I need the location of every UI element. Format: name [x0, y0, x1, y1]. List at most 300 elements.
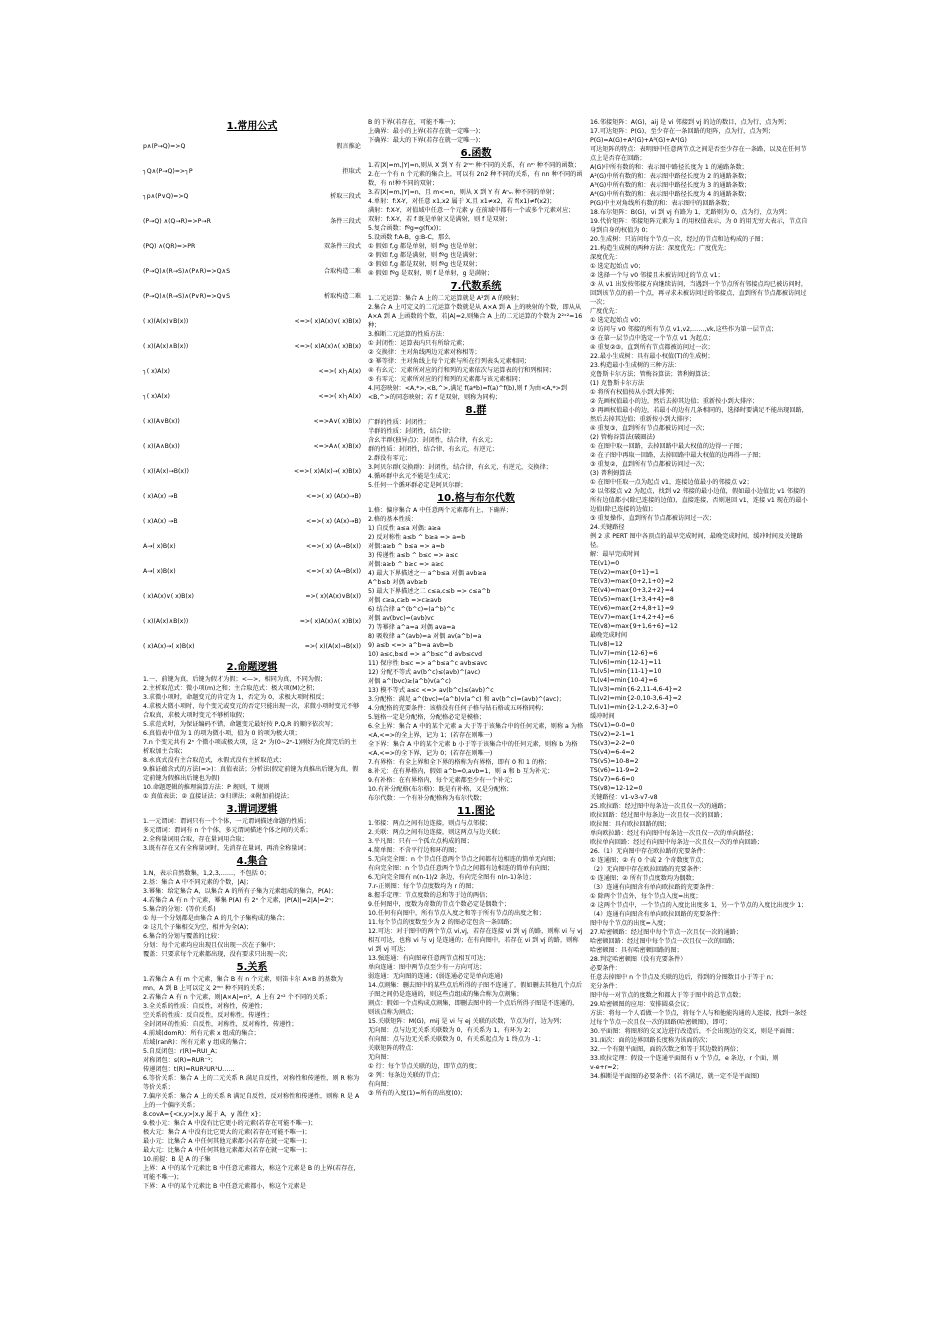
text-line: 2.基：集合 A 中不同元素的个数，|A|； — [143, 879, 253, 886]
text-line: 4.同态映射：<A,*>,<B,^>,满足 f(a*b)=f(a)^f(b),则 f 为由<A,*>到<B,^>的同态映射；若 f 是双射，则称为同构； — [368, 385, 567, 401]
text-line: TL(v2)=min{2-0,10-3,6-4}=2 — [590, 695, 682, 702]
text-line: TE(v6)=max{2+4,8+1}=9 — [590, 605, 674, 612]
text-line: ① 每一个分划都是由集合 A 的几个子集构成的集合； — [143, 915, 289, 922]
text-line: 4.简单图：不含平行边和环的图； — [368, 847, 461, 854]
text-line: 11.每个节点的度数至少为 2 的图必定包含一条回路； — [368, 919, 516, 926]
text-line: 无向图： — [368, 1054, 393, 1061]
text-line: 方法：将每一个人看做一个节点，将每个人与和他能沟通的人连接，找到一条经过每个节点一次且仅一次的回路(哈密顿图)，即可； — [590, 1010, 807, 1026]
text-line: 4.循环群中幺元不能是生成元； — [368, 473, 455, 480]
formula-left: A→( x)B(x) — [143, 543, 176, 550]
text-line: 24.关键路径 — [590, 524, 625, 531]
formula-row — [143, 584, 361, 609]
text-line: TS(v1)=0-0=0 — [590, 722, 635, 729]
text-line: 3.推断二元运算的性质方法： — [368, 331, 449, 338]
formula-right: <=>( x)A(x)→( x)B(x) — [293, 468, 361, 475]
formula-left: ( x)A(x)→( x)B(x) — [143, 643, 195, 650]
text-line: ② 选择一个与 v0 邻接且未被访问过的节点 v1； — [590, 272, 724, 279]
formula-left: ( x)(A(x)∧B(x)) — [143, 618, 189, 625]
formula-right: <=>( x) (A→B(x)) — [306, 543, 361, 550]
text-line: ② 以邻接点 v2 为起点，找到 v2 邻接的最小边值，假如最小边值比 v1 邻接的所有边值都小(除已连接的边值)，直接连接，否则退回 v1，连接 v1 现在的最小边值(除已连接的边值)； — [590, 488, 808, 513]
text-line: 1.若|X|=m,|Y|=n,则从 X 到 Y 有 2ᵐⁿ 种不同的关系，有 nᵐ 种不同的函数； — [368, 162, 581, 169]
text-line: 3.分配格：满足 a^(bvc)=(a^b)v(a^c) 和 av(b^c)=(avb)^(avc)； — [368, 696, 565, 703]
text-line: 5.任何一个循环群必定是阿贝尔群； — [368, 482, 467, 489]
formula-left: ( x)(A(x)∨B(x)) — [143, 318, 189, 325]
text-line: 5) 最大下界描述之二 c≤a,c≤b => c≤a^b — [368, 588, 491, 595]
text-line: ① 选定起始点 v0； — [590, 263, 645, 270]
text-line: 3.阿贝尔群(交换群)：封闭性，结合律，有幺元，有逆元，交换律； — [368, 464, 552, 471]
text-line: 多元谓词：谓词有 n 个个体，多元谓词描述个体之间的关系； — [143, 827, 312, 834]
text-line: 最晚完成时间 — [590, 632, 628, 639]
text-line: 13.强连通：有向图章任意两节点相互可达； — [368, 955, 490, 962]
formula-row — [143, 384, 361, 409]
text-line: A^b≤b 对偶 avb≥b — [368, 579, 428, 586]
section-title: 5.关系 — [236, 962, 268, 973]
formula-left: ( x)(A(x)→B(x)) — [143, 468, 189, 475]
text-line: ② 这两个节点中，一个节点的入度比出度多 1，另一个节点的入度比出度少 1； — [590, 902, 808, 909]
section-title: 8.群 — [465, 405, 487, 416]
text-line: ③ 所有的入度(1)=所有的出度(0)； — [368, 1090, 467, 1097]
text-line: 5.求范式时，为保证编码不错，命题变元最好按 P,Q,R 的顺序依次写； — [143, 721, 337, 728]
text-line: 分划：每个元素均应出现且仅出现一次在子集中； — [143, 942, 280, 949]
text-line: 6.等价关系：集合 A 上的二元关系 R 满足自反性，对称性和传递性，则 R 称为等价关系； — [143, 1075, 360, 1091]
formula-row — [143, 409, 361, 434]
column-1 — [143, 118, 361, 1191]
text-line: 单向连通：图中两节点至少有一方向可达； — [368, 964, 486, 971]
text-line: 7.r-正则图：每个节点度数均为 r 的图； — [368, 883, 478, 890]
text-line: 5.设函数 f:A-B，g:B-C，那么 — [368, 234, 451, 241]
text-line: 后域(ranR)：所有元素 y 组成的集合； — [143, 1039, 251, 1046]
text-line: 25.欧拉路：经过图中每条边一次且仅一次的通路； — [590, 803, 730, 810]
text-line: A³(G)中所有数的和：表示图中路径长度为 3 的通路条数； — [590, 182, 751, 189]
text-line: TS(v4)=6-4=2 — [590, 749, 635, 756]
text-line: 28.判定哈密顿图（没有充要条件） — [590, 956, 687, 963]
formula-right: <=>( x)┐A(x) — [318, 393, 361, 400]
formula-left: ( x)A(x)∨( x)B(x) — [143, 593, 194, 600]
text-line: 16.邻接矩阵：A(G)，aij 是 vi 邻接到 vj 的边的数目，点为行，点为列； — [590, 119, 791, 126]
text-line: 欧拉回路：经过图中每条边一次且仅一次的回路； — [590, 812, 727, 819]
text-line: 8) 吸收律 a^(avb)=a 对偶 av(a^b)=a — [368, 633, 482, 640]
text-line: 下确界：最大的下界(若存在就一定唯一)； — [368, 137, 485, 144]
text-line: 19.代价矩阵：邻接矩阵元素为 1 的用权值表示，为 0 的用无穷大表示，节点自身到自身的权值为 0； — [590, 218, 808, 234]
text-line: 6.集合的分划与覆盖的比较： — [143, 933, 224, 940]
section-title: 4.集合 — [236, 856, 268, 867]
formula-row — [143, 484, 361, 509]
text-line: TS(v3)=2-2=0 — [590, 740, 635, 747]
formula-row — [143, 259, 361, 284]
text-line: （2）无向图中存在欧拉回路的充要条件： — [590, 866, 706, 873]
formula-right: <=>( x) (A→B(x)) — [306, 568, 361, 575]
text-line: 5.复合函数：fºg=g(f(x))； — [368, 225, 445, 232]
text-line: ① 封闭性：运算表内只有所给元素； — [368, 340, 469, 347]
formula-right: <=>( x)A(x)∧( x)B(x) — [294, 343, 361, 350]
text-line: 割点：假如一个点构成点割集，即删去图中的一个点后所得子图是不连通的，则该点称为割点； — [368, 1000, 579, 1016]
formula-row — [143, 609, 361, 634]
text-line: 2.群没有零元； — [368, 455, 412, 462]
text-line: 哈密顿回路：经过图中每个节点一次且仅一次的回路； — [590, 938, 739, 945]
formula-right: 析取三段式 — [330, 193, 361, 200]
text-line: 12) 分配不等式 av(b^c)≤(avb)^(avc) — [368, 669, 481, 676]
text-line: ① 除两个节点外，每个节点入度=出度； — [590, 893, 702, 900]
text-line: TE(v8)=max{9+1,6+6}=12 — [590, 623, 678, 630]
text-line: 31.面次：面的边界回路长度称为该面的次； — [590, 1037, 712, 1044]
text-line: 单向欧拉路：经过有向图中每条边一次且仅一次的单向路径； — [590, 830, 758, 837]
text-line: 对偶:a≥b ^ b≥c => a≥c — [368, 561, 444, 568]
formula-right: 条件三段式 — [330, 218, 361, 225]
formula-left: ┐( x)A(x) — [143, 393, 170, 400]
text-line: 8.握手定理：节点度数的总和等于边的两倍； — [368, 892, 492, 899]
formula-left: ( x)(A∨B(x)) — [143, 418, 180, 425]
section-title: 11.图论 — [457, 806, 495, 817]
text-line: ③ 假如 f,g 都是双射，则 fºg 也是双射； — [368, 261, 481, 268]
formula-row — [143, 359, 361, 384]
text-line: 图中每个节点的出度=入度； — [590, 920, 670, 927]
text-line: 4) 最大下界描述之一 a^b≤a 对偶 avb≥a — [368, 570, 487, 577]
formula-right: <=>( x) (A(x)→B) — [306, 493, 361, 500]
text-line: 上界：A 中的某个元素比 B 中任意元素都大，称这个元素是 B 的上界(若存在，可能不唯一)； — [143, 1165, 360, 1181]
text-line: B 的下界(若存在，可能不唯一)； — [368, 119, 460, 126]
text-line: 2.格的基本性质： — [368, 516, 418, 523]
formula-right: 双条件三段式 — [323, 243, 361, 250]
text-line: 14.点割集：删去图中的某些点后所得的子图不连通了，假如删去其他几个点后子图之间仍是连通的，则这些点组成的集合称为点割集； — [368, 982, 583, 998]
formula-left: ( x)A(x) →B — [143, 518, 178, 525]
text-line: 7.有界格：有全上界和全下界的格称为有界格，即有 0 和 1 的格； — [368, 759, 551, 766]
text-line: TE(v5)=max{1+3,4+4}=8 — [590, 596, 674, 603]
text-line: 欧拉图：具有欧拉回路的图； — [590, 821, 671, 828]
formula-row — [143, 134, 361, 159]
text-line: 布尔代数：一个有补分配格称为布尔代数； — [368, 795, 486, 802]
formula-left: ( x)A(x) →B — [143, 493, 178, 500]
text-line: ① 行：每个节点关联的边，即节点的度； — [368, 1063, 481, 1070]
text-line: ④ 重复②③，直到所有节点都被访问过一次； — [590, 344, 714, 351]
text-line: ③ 从 v1 出发按邻接方向继续访问，当遇到一个节点所有邻接点均已被访问时，回到该节点的前一个点，再寻求未被访问过的邻接点，直到所有节点都被访问过一次； — [590, 281, 808, 306]
formula-row — [143, 509, 361, 534]
text-line: ③ 在第一层节点中选定一个节点 v1 为起点； — [590, 335, 715, 342]
text-line: 1) 自反性 a≤a 对偶: a≥a — [368, 525, 441, 532]
text-line: 2) 反对称性 a≤b ^ b≥a => a=b — [368, 534, 466, 541]
section-title: 6.函数 — [460, 148, 492, 159]
text-line: 对偶 av(bvc)=(avb)vc — [368, 615, 435, 622]
text-line: 有向图： — [368, 1081, 393, 1088]
formula-right: =>( x)A(x)∧( x)B(x) — [299, 618, 361, 625]
text-line: 1.若集合 A 有 m 个元素，集合 B 有 n 个元素，则笛卡尔 A×B 的基数为 mn，A 到 B 上可以定义 2ᵐⁿ 种不同的关系； — [143, 976, 343, 992]
text-line: 3) 传递性 a≤b ^ b≤c => a≤c — [368, 552, 459, 559]
formula-row — [143, 209, 361, 234]
text-line: 含幺半群(独异点)：封闭性，结合律，有幺元； — [368, 437, 497, 444]
text-line: ② 这几个子集相交为空，相并为全(A)； — [143, 924, 253, 931]
text-line: 1.一元谓词：谓词只有一个个体，一元谓词描述命题的性质； — [143, 818, 310, 825]
text-line: 9.极小元：集合 A 中没有比它更小的元素(若存在可能不唯一)； — [143, 1120, 317, 1127]
text-line: 5.集合的分划：(等价关系) — [143, 906, 216, 913]
text-line: 3.幂集：给定集合 A，以集合 A 的所有子集为元素组成的集合，P(A)； — [143, 888, 337, 895]
text-line: 传递闭包：t(R)=RUR²UR³U…… — [143, 1066, 235, 1073]
text-line: 广度优先： — [590, 308, 621, 315]
text-line: TL(v1)=min{2-1,2-2,6-3}=0 — [590, 704, 678, 711]
formula-right: 析取构造二难 — [323, 293, 361, 300]
text-line: 30.平面图：将图形的交叉边进行改造后，不会出现边的交叉，则是平面图； — [590, 1028, 798, 1035]
text-line: 哈密顿图：具有哈密顿回路的图； — [590, 947, 683, 954]
text-line: TL(v4)=min{10-4}=6 — [590, 677, 658, 684]
text-line: 8.补元：在有界格内，假如 a^b=0,avb=1，则 a 和 b 互为补元； — [368, 768, 554, 775]
text-line: 34.推断是平面图的必要条件：(若不满足，就一定不是平面图) — [590, 1073, 760, 1080]
text-line: 6.真值表中值为 1 的项为微小项，值为 0 的项为极大项； — [143, 730, 301, 737]
text-line: 8.永真式没有主合取范式，永假式没有主析取范式； — [143, 757, 286, 764]
text-line: 2.全称量词用合取，存在量词用合取； — [143, 836, 248, 843]
text-line: 5.链格一定是分配格，分配格必定是模格； — [368, 714, 486, 721]
text-line: 6) 结合律 a^(b^c)=(a^b)^c — [368, 606, 455, 613]
formula-left: (P→Q)∧(R→S)∧(P∨R)=>Q∨S — [143, 293, 230, 300]
text-line: 广群的性质：封闭性； — [368, 419, 430, 426]
text-line: 满射：f:X-Y，对值域中任意一个元素 y 在前域中都有一个或多个元素对应； — [368, 207, 575, 214]
formula-right: <=>( x)┐A(x) — [318, 368, 361, 375]
text-line: ② 交换律：主对角线两边元素对称相等； — [368, 349, 481, 356]
text-line: 可达矩阵的特点：表明图中任意两节点之间是否至少存在一条路，以及在任何节点上是否存在回路； — [590, 146, 807, 162]
text-line: 4.分配格的充要条件：该格没有任何子格与钻石格或五环格同构； — [368, 705, 548, 712]
section-title: 3.谓词逻辑 — [226, 804, 278, 815]
text-line: TL(v6)=min{12-1}=11 — [590, 659, 662, 666]
text-line: A²(G)中所有数的和：表示图中路径长度为 2 的通路条数； — [590, 173, 751, 180]
text-line: 8.covA={<x,y>|x,y 属于 A，y 盖住 x}； — [143, 1111, 265, 1118]
formula-left: ( x)(A∧B(x)) — [143, 443, 180, 450]
text-line: 3.平凡图：只有一个孤立点构成的图； — [368, 838, 473, 845]
text-line: 双射：f:X-Y，若 f 既是单射又是满射，则 f 是双射； — [368, 216, 512, 223]
formula-row — [143, 284, 361, 309]
text-line: 覆盖：只要求每个元素都出现，没有要求只出现一次； — [143, 951, 292, 958]
text-line: 29.哈密顿图的应用：安排圆桌会议； — [590, 1001, 693, 1008]
formula-row — [143, 434, 361, 459]
text-line: 9.任何图中，度数为奇数的节点个数必定是偶数个； — [368, 901, 511, 908]
text-line: TL(v8)=12 — [590, 641, 623, 648]
text-line: 缓冲时间 — [590, 713, 615, 720]
text-line: 3.若|X|=m,|Y|=n，且 m<=n，则从 X 到 Y 有 Aⁿₘ 种不同的单射； — [368, 189, 559, 196]
text-line: 2.若集合 A 有 n 个元素，则|A×A|=n²，A 上有 2ⁿ² 个不同的关系； — [143, 994, 331, 1001]
text-line: TE(v2)=max{0+1}=1 — [590, 569, 659, 576]
text-line: 全下界：集合 A 中的某个元素 b 小于等于该集合中的任何元素，则称 b 为格<A,<=>的全下界，记为 0；(若存在则唯一) — [368, 741, 578, 757]
text-line: 2.集合 A 上可定义的二元运算个数就是从 A×A 到 A 上的映射的个数，即从从 A×A 到 A 上函数的个数，若|A|=2,则集合 A 上的二元运算的个数为 2²ˣ²=16 种； — [368, 304, 583, 329]
text-line: 必要条件： — [590, 965, 621, 972]
text-line: 弱连通：无向图的连通；(弱连通必定是单向连通) — [368, 973, 503, 980]
section-title: 10.格与布尔代数 — [437, 493, 515, 504]
text-line: 任意去掉图中 n 个节点及关联的边后，得到的分图数目小于等于 n； — [590, 974, 777, 981]
text-line: 全封闭环的性质：自反性，对称性，反对称性，传递性； — [143, 1021, 298, 1028]
text-line: 解：最早完成时间 — [590, 551, 640, 558]
text-line: 对偶 a^(bvc)≥(a^b)v(a^c) — [368, 678, 451, 685]
section-title: 2.命题逻辑 — [226, 662, 278, 673]
text-line: 有向完全图：n 个节点任意两个节点之间都有边相连的简单有向图； — [368, 865, 554, 872]
text-line: 最小元：比集合 A 中任何其他元素都小(若存在就一定唯一)； — [143, 1138, 311, 1145]
formula-left: (P→Q)∧(R→S)∧(P∧R)=>Q∧S — [143, 268, 230, 275]
text-line: 1.N，表示自然数集，1,2,3,……，不包括 0； — [143, 870, 270, 877]
text-line: A⁴(G)中所有数的和：表示图中路径长度为 4 的通路条数； — [590, 191, 751, 198]
formula-row — [143, 634, 361, 659]
text-line: 有向图：点与边无关系关联数为 0，有关系起点为 1 终点为 -1； — [368, 1036, 545, 1043]
formula-left: ┐p∧(P∨Q)=>Q — [143, 193, 189, 200]
formula-right: <=>( x)A(x)∨( x)B(x) — [294, 318, 361, 325]
text-line: 对称闭包：s(R)=RUR⁻¹； — [143, 1057, 217, 1064]
text-line: 9) a≤b <=> a^b=a avb=b — [368, 642, 454, 649]
text-line: 26.（1）无向图中存在欧拉路的充要条件： — [590, 848, 709, 855]
text-line: A(G)中所有数的和：表示图中路径长度为 1 的通路条数； — [590, 164, 748, 171]
text-line: 4.求极大微小项时，每个变元或变元的否定只能出现一次，求微小项时变元不够合取真，求极大项时变元不够析取假； — [143, 703, 360, 719]
text-line: ③ 重复操作，直到所有节点都被访问过一次； — [590, 515, 716, 522]
text-line: 充分条件： — [590, 983, 621, 990]
text-line: ① 在图中任取一点为起点 v1，连接边值最小的邻接点 v2； — [590, 479, 753, 486]
text-line: TL(v5)=min{11-1}=10 — [590, 668, 662, 675]
text-line: ① 真值表法；② 直接证法；③归谬法；④附加前提法； — [143, 793, 293, 800]
text-line: 极大元：集合 A 中没有比它更大的元素(若存在可能不唯一)； — [143, 1129, 311, 1136]
text-line: ② 访问与 v0 邻接的所有节点 v1,v2,……,vk,这些作为第一层节点； — [590, 326, 778, 333]
text-line: ② 先画权值最小的边，然后去掉其边值；重新按小到大排序； — [590, 398, 759, 405]
text-line: 2.关联：两点之间有边连接，则这两点与边关联； — [368, 829, 504, 836]
formula-right: <=>A∨( x)B(x) — [313, 418, 361, 425]
text-line: TL(v7)=min{12-6}=6 — [590, 650, 658, 657]
text-line: 空关系的性质：反自反性，反对称性，传递性； — [143, 1012, 273, 1019]
formula-row — [143, 234, 361, 259]
text-line: ② 在子图中再取一回路，去掉回路中最大权值的边再得一子图； — [590, 452, 765, 459]
text-line: 2.主析取范式：微小项(m)之和；主合取范式：极大项(M)之积； — [143, 685, 319, 692]
text-line: (2) 管梅谷算法(破圈法) — [590, 434, 656, 441]
formula-right: 拒取式 — [342, 168, 361, 175]
text-line: 10.命题逻辑的推理演算方法：P 规则，T 规则 — [143, 784, 270, 791]
text-line: 深度优先： — [590, 254, 621, 261]
text-line: 群的性质：封闭性，结合律，有幺元，有逆元； — [368, 446, 498, 453]
text-line: ④ 有幺元：元素所对应的行和列的元素依次与运算表的行和列相同； — [368, 367, 555, 374]
text-line: (3) 普利姆算法 — [590, 470, 632, 477]
text-line: ① 将所有权值按从小到大排列； — [590, 389, 678, 396]
text-line: 2.在一个有 n 个元素的集合上，可以有 2n2 种不同的关系，有 nn 种不同的函数，有 n!种不同的双射； — [368, 171, 583, 187]
text-line: 27.哈密顿路：经过图中每个节点一次且仅一次的通路； — [590, 929, 743, 936]
formula-left: ( x)(A(x)∧B(x)) — [143, 343, 189, 350]
column-3 — [590, 118, 811, 1081]
text-line: TE(v7)=max{1+4,2+4}=6 — [590, 614, 674, 621]
text-line: ① 在图中取一回路，去掉回路中最大权值的边得一子图； — [590, 443, 747, 450]
formula-right: =>( x)(A(x)→B(x)) — [304, 643, 361, 650]
formula-left: (P→Q) ∧(Q→R)=>P→R — [143, 218, 211, 225]
text-line: 33.欧拉定理：假设一个连通平面图有 v 个节点，e 条边，r 个面，则 — [590, 1055, 779, 1062]
formula-row — [143, 159, 361, 184]
text-line: ③ 重复②，直到所有节点都被访问过一次； — [590, 461, 709, 468]
formula-row — [143, 559, 361, 584]
text-line: 图中每一对节点的度数之和都大于等于图中的总节点数； — [590, 992, 745, 999]
formula-row — [143, 334, 361, 359]
text-line: 关联矩阵的特点： — [368, 1045, 418, 1052]
formula-row — [143, 459, 361, 484]
text-line: 9.有补格：在有界格内，每个元素都至少有一个补元； — [368, 777, 517, 784]
column-2 — [368, 118, 584, 1098]
text-line: ③ 幂等律：主对角线上每个元素与所在行列表头元素相同； — [368, 358, 531, 365]
text-line: TS(v2)=2-1=1 — [590, 731, 635, 738]
text-line: 6.全上界：集合 A 中的某个元素 a 大于等于该集合中的任何元素，则称 a 为格<A,<=>的全上界，记为 1；(若存在则唯一) — [368, 723, 584, 739]
text-line: ① 连通图；② 有 0 个或 2 个奇数度节点； — [590, 857, 708, 864]
formula-row — [143, 184, 361, 209]
text-line: 克鲁斯卡尔方法；管梅谷算法；普利姆算法； — [590, 371, 714, 378]
text-line: 例 2 求 PERT 图中各顶点的最早完成时间，最晚完成时间，缓冲时间及关键路径。 — [590, 533, 803, 549]
text-line: （4）连通有向图含有单向欧拉回路的充要条件： — [590, 911, 724, 918]
text-line: 23.构造最小生成树的三种方法： — [590, 362, 681, 369]
formula-right: <=>( x) (A(x)→B) — [306, 518, 361, 525]
text-line: 9.推证蕴含式的方法(=>)：真值表法；分析法(假定前键为真推出后键为真，假定前键为假推出后键也为假) — [143, 766, 359, 782]
text-line: 欧拉单向回路：经过有向图中每条边一次且仅一次的单向回路； — [590, 839, 764, 846]
formula-row — [143, 534, 361, 559]
text-line: 18.布尔矩阵：B(G)，vi 到 vj 有路为 1，无路则为 0，点为行，点为列； — [590, 209, 791, 216]
text-line: 关键路径：v1-v3-v7-v8 — [590, 794, 658, 801]
text-line: ⑤ 有零元：元素所对应的行和列的元素都与该元素相同； — [368, 376, 525, 383]
text-line: 10.前提：B 是 A 的子集 — [143, 1156, 211, 1163]
text-line: TS(v8)=12-12=0 — [590, 785, 643, 792]
text-line: TS(v7)=6-6=0 — [590, 776, 635, 783]
text-line: 7.n 个变元共有 2ⁿ 个微小项或极大项，这 2ⁿ 为(0~2ⁿ-1)刚好为化简完后的主析取加主合取； — [143, 739, 357, 755]
text-line: (1) 克鲁斯卡尔方法 — [590, 380, 645, 387]
text-line: 半群的性质：封闭性，结合律； — [368, 428, 455, 435]
text-line: 1.二元运算：集合 A 上的二元运算就是 A²到 A 的映射； — [368, 295, 523, 302]
formula-right: 合取构造二难 — [323, 268, 361, 275]
text-line: ② 列：每条边关联的节点； — [368, 1072, 444, 1079]
text-line: 12.可达：对于图中的两个节点 vi,vj，若存在连接 vi 到 vj 的路，则称 vi 与 vj 相互可达，也称 vi 与 vj 是连通的；在有向图中，若存在 vi 到 vj 的路，则称 vi 到 vj 可达； — [368, 928, 583, 953]
text-line: 3.求微小项时，命题变元的肯定为 1，否定为 0，求极大项时相反； — [143, 694, 328, 701]
text-line: 6.无向完全图有 n(n-1)/2 条边，有向完全图有 n(n-1)条边； — [368, 874, 535, 881]
text-line: 21.构造生成树的两种方法：深度优先；广度优先； — [590, 245, 730, 252]
section-title: 1.常用公式 — [226, 121, 278, 132]
text-line: 上确界：最小的上界(若存在就一定唯一)； — [368, 128, 485, 135]
text-line: 对偶:a≥b ^ b≤a => a=b — [368, 543, 445, 550]
text-line: 7.偏序关系：集合 A 上的关系 R 满足自反性，反对称性和传递性，则称 R 是 A 上的一个偏序关系； — [143, 1093, 360, 1109]
formula-right: <=>A∧( x)B(x) — [313, 443, 361, 450]
text-line: 对偶 c≥a,c≥b =>c≥avb — [368, 597, 442, 604]
text-line: 10) a≤c,b≤d => a^b≤c^d avb≤cvd — [368, 651, 483, 658]
text-line: TS(v5)=10-8=2 — [590, 758, 639, 765]
text-line: 10.任何有向图中，所有节点入度之和等于所有节点的出度之和； — [368, 910, 545, 917]
text-line: 4.单射：f:X-Y，对任意 x1,x2 属于 X,且 x1≠x2，若 f(x1)≠f(x2)； — [368, 198, 556, 205]
text-line: 11) 保序性 b≤c => a^b≤a^c avb≤avc — [368, 660, 488, 667]
text-line: 32.一个有限平面图，面的次数之和等于其边数的两倍； — [590, 1046, 743, 1053]
formula-left: A→( x)B(x) — [143, 568, 176, 575]
text-line: TE(v1)=0 — [590, 560, 620, 567]
text-line: 7) 等幂律 a^a=a 对偶 ava=a — [368, 624, 456, 631]
text-line: ① 选定起始点 v0； — [590, 317, 645, 324]
text-line: ① 假如 f,g 都是单射，则 fºg 也是单射； — [368, 243, 481, 250]
formula-right: 假言推论 — [336, 143, 361, 150]
formula-left: ┐( x)A(x) — [143, 368, 170, 375]
text-line: 4.若集合 A 有 n 个元素，幂集 P(A) 有 2ⁿ 个元素，|P(A)|=2|A|=2ⁿ； — [143, 897, 338, 904]
text-line: 最大元：比集合 A 中任何其他元素都大(若存在就一定唯一)； — [143, 1147, 311, 1154]
formula-row — [143, 309, 361, 334]
text-line: ③ 再画权值最小的边，若最小的边有几条相同的，选择时要满足不能出现回路，然后去掉其边值；重新按小到大排序； — [590, 407, 808, 423]
text-line: 22.最小生成树：具有最小权值(T)的生成树； — [590, 353, 714, 360]
text-line: TS(v6)=11-9=2 — [590, 767, 639, 774]
formula-left: ┐Q∧(P→Q)=>┐P — [143, 168, 193, 175]
text-line: ④ 假如 fºg 是双射，则 f 是单射，g 是满射； — [368, 270, 494, 277]
text-line: 1.邻接：两点之间有边连接，则点与点邻接； — [368, 820, 492, 827]
text-line: 17.可达矩阵：P(G)，至少存在一条回路的矩阵，点为行，点为列； — [590, 128, 775, 135]
text-line: 20.生成树：只访问每个节点一次，经过的节点和边构成的子图； — [590, 236, 767, 243]
text-line: ④ 重复③，直到所有节点都被访问过一次； — [590, 425, 709, 432]
text-line: （3）连通有向图含有单向欧拉路的充要条件： — [590, 884, 718, 891]
text-line: 4.前域(domR)：所有元素 x 组成的集合； — [143, 1030, 260, 1037]
text-line: 15.关联矩阵：M(G)，mij 是 vi 与 ej 关联的次数，节点为行，边为列； — [368, 1018, 566, 1025]
formula-right: =>( x)(A(x)∨B(x)) — [305, 593, 361, 600]
text-line: 下界：A 中的某个元素比 B 中任意元素都小，称这个元素是 — [143, 1183, 306, 1190]
text-line: P(G)中主对角线所有数的和：表示图中的回路条数； — [590, 200, 734, 207]
text-line: 5.自反闭包：r(R)=RUI_A； — [143, 1048, 221, 1055]
text-line: ② 假如 f,g 都是满射，则 fºg 也是满射； — [368, 252, 481, 259]
text-line: TL(v3)=min{6-2,11-4,6-4}=2 — [590, 686, 682, 693]
text-line: ① 连通图；② 所有节点度数均为偶数； — [590, 875, 698, 882]
text-line: 10.有补分配格(布尔格)：既是有补格，又是分配格； — [368, 786, 513, 793]
text-line: P(G)=A(G)+A²(G)+A³(G)+A⁴(G) — [590, 137, 687, 144]
text-line: TE(v4)=max{0+3,2+2}=4 — [590, 587, 674, 594]
formula-left: (PQ) ∧(QR)=>PR — [143, 243, 196, 250]
text-line: 1.一、前键为真，后键为假才为假；<—>，相同为真，不同为假； — [143, 676, 327, 683]
text-line: TE(v3)=max{0+2,1+0}=2 — [590, 578, 674, 585]
